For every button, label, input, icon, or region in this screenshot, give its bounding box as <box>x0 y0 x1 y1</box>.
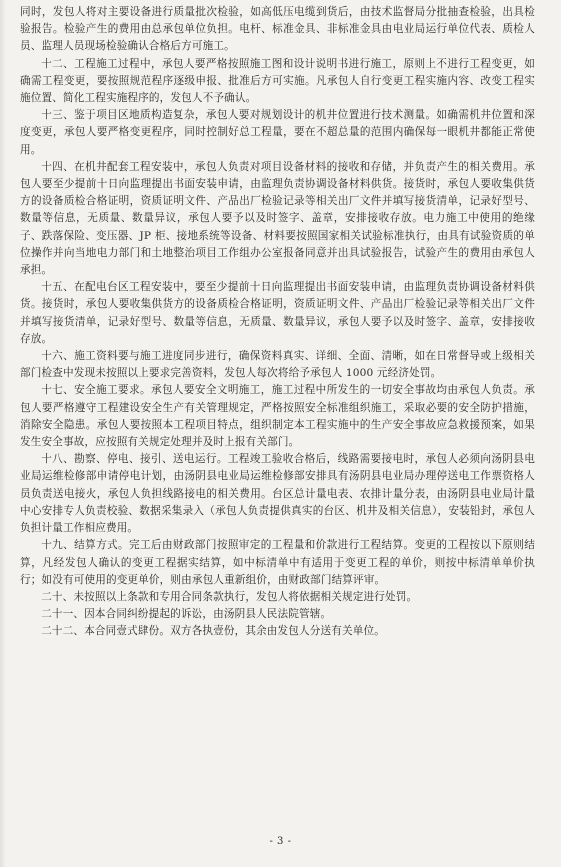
paragraph-clause-21: 二十一、因本合同纠纷提起的诉讼，由汤阴县人民法院管辖。 <box>41 608 332 621</box>
paragraph-clause-20: 二十、未按照以上条款和专用合同条款执行，发包人将依据相关规定进行处罚。 <box>41 590 418 603</box>
paragraph-clause-16: 十六、施工资料要与施工进度同步进行，确保资料真实、详细、全面、清晰，如在日常督导或上级相关部门检查中发现未按照以上要求完善资料，发包人每次将给予承包人 1000 元经济处罚。 <box>20 350 535 380</box>
paragraph-clause-18: 十八、勘察、停电、接引、送电运行。工程竣工验收合格后，线路需要接电时，承包人必须向汤阴县电业局运维检修部申请停电计划，由汤阴县电业局运维检修部安排具有汤阴县电业局办理停送电工作票资格人员负责送电接火，承包人负担线路接电的相关费用。台区总计量电表、农排计量分表，由汤阴县电业局计量中心安排专人负责校验、数据采集录入（承包人负责提供真实的台区、机井及相关信息），安装铅封，承包人负担计量工作相应费用。 <box>20 453 535 535</box>
paragraph-clause-17: 十七、安全施工要求。承包人要安全文明施工，施工过程中所发生的一切安全事故均由承包人负责。承包人要严格遵守工程建设安全生产有关管理规定，严格按照安全标准组织施工，采取必要的安全防护措施，消除安全隐患。承包人要按照本工程项目特点，组织制定本工程实施中的生产安全事故应急救援预案，如果发生安全事故，应按照有关规定处理并及时上报有关部门。 <box>20 384 535 449</box>
paragraph-clause-22: 二十二、本合同壹式肆份。双方各执壹份，其余由发包人分送有关单位。 <box>41 625 385 638</box>
paragraph-clause-19: 十九、结算方式。完工后由财政部门按照审定的工程量和价款进行工程结算。变更的工程按以下原则结算，凡经发包人确认的变更工程据实结算，如中标清单中有适用于变更工程的单价，则按中标清单单价执行；如没有可使用的变更单价，则由承包人重新组价，由财政部门结算评审。 <box>20 539 535 586</box>
paragraph-clause-12: 十二、工程施工过程中，承包人要严格按照施工图和设计说明书进行施工，原则上不进行工程变更，如确需工程变更，要按照规范程序逐级申报、批准后方可实施。凡承包人自行变更工程实施内容、改变工程实施位置、简化工程实施程序的，发包人不予确认。 <box>20 57 535 105</box>
paragraph-clause-14: 十四、在机井配套工程安装中，承包人负责对项目设备材料的接收和存储，并负责产生的相关费用。承包人要至少提前十日向监理提出书面安装申请，由监理负责协调设备材料供货。接货时，承包人要收集供货方的设备质检合格证明，资质证明文件、产品出厂检验记录等相关出厂文件并填写接货清单，记录好型号、数量等信息，无质量、数量异议，承包人要予以及时签字、盖章，安排接收存放。电力施工中使用的绝缘子、跌落保险、变压器、JP 柜、接地系统等设备、材料要按照国家相关试验标准执行，由具有试验资质的单位操作并向当地电力部门和土地整治项目工作组办公室报备同意并出具试验报告，试验产生的费用由承包人承担。 <box>20 160 535 277</box>
page-number: - 3 - <box>269 836 292 847</box>
paragraph-clause-13: 十三、鉴于项目区地质构造复杂，承包人要对规划设计的机井位置进行技术测量。如确需机井位置和深度变更，承包人要严格变更程序，同时控制好总工程量，要在不超总量的范围内确保每一眼机井都能正常使用。 <box>20 109 535 156</box>
paragraph-continuation: 同时，发包人将对主要设备进行质量批次检验，如高低压电缆到货后，由技术监督局分批抽查检验，出具检验报告。检验产生的费用由总承包单位负担。电杆、标准金具、非标准金具由电业局运行单位代表、质检人员、监理人员现场检验确认合格后方可施工。 <box>20 6 535 53</box>
paragraph-clause-15: 十五、在配电台区工程安装中，要至少提前十日向监理提出书面安装申请，由监理负责协调设备材料供货。接货时，承包人要收集供货方的设备质检合格证明，资质证明文件、产品出厂检验记录等相关出厂文件并填写接货清单，记录好型号、数量等信息，无质量、数量异议，承包人要予以及时签字、盖章，安排接收存放。 <box>20 281 535 345</box>
page-edge-shadow <box>0 0 6 867</box>
